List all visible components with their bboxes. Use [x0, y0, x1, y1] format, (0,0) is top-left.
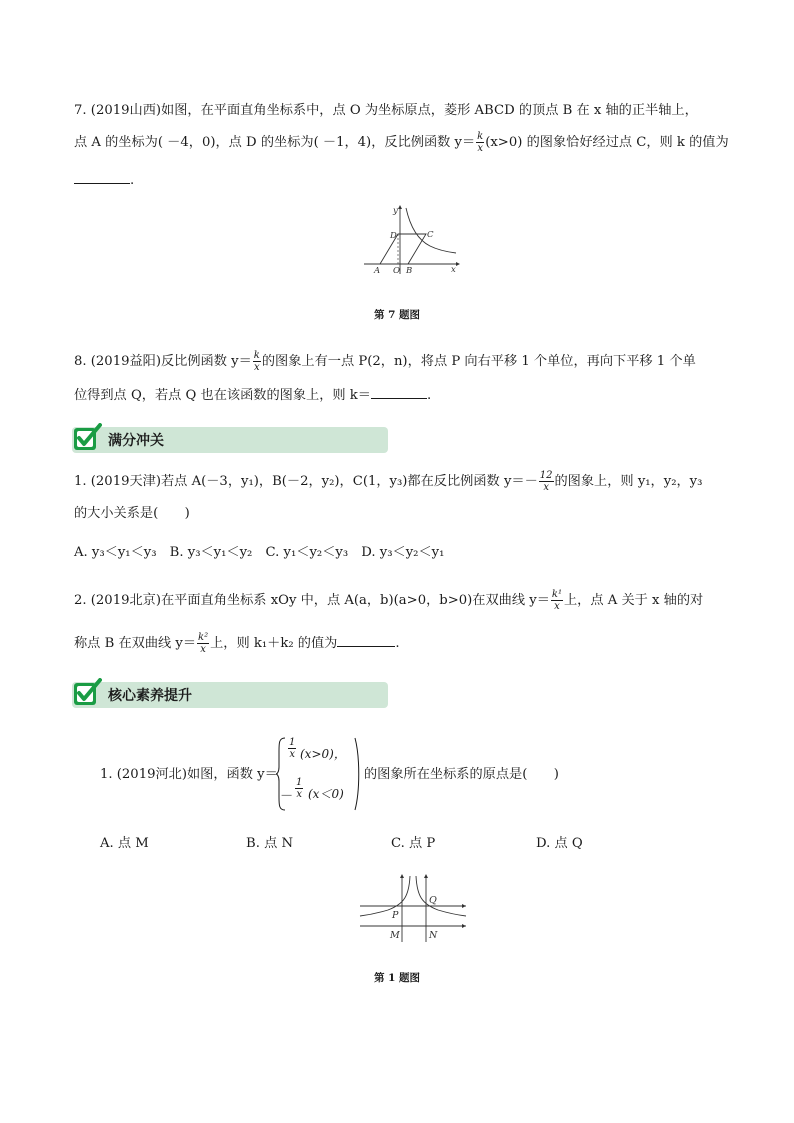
option-c[interactable]: C. 点 P	[391, 836, 436, 851]
s1q2-fraction-2	[197, 632, 209, 655]
s1q2-line1	[74, 589, 703, 612]
arrow-top	[462, 904, 466, 908]
q7-figure	[360, 204, 460, 276]
s2q1-figure	[358, 872, 468, 944]
hyperbola-left-branch	[360, 876, 410, 916]
s1q2-frac1-den: x	[554, 601, 560, 612]
case2-fraction	[295, 777, 303, 800]
label-o: O	[393, 266, 400, 276]
s2q1-text-b: 的图象所在坐标系的原点是( )	[364, 767, 559, 782]
s1q1-text-1a: 1. (2019天津)若点 A(－3，y₁)，B(－2，y₂)，C(1，y₃)都在反比例函数 y＝－	[74, 474, 538, 489]
q7-text-2b: (x>0) 的图象恰好经过点 C，则 k 的值为	[485, 135, 729, 150]
label-a: A	[374, 266, 381, 276]
label-b: B	[406, 266, 413, 276]
case2-prefix: －	[280, 789, 294, 804]
rhombus-abcd	[380, 234, 426, 264]
q7-line2	[74, 131, 729, 154]
checkmark-icon	[72, 678, 102, 708]
q7-text-2a: 点 A 的坐标为( －4，0)，点 D 的坐标为( －1，4)，反比例函数 y＝	[74, 135, 476, 150]
case2-den: x	[296, 789, 302, 800]
s1q2-text-2b: 上，则 k₁＋k₂ 的值为	[210, 636, 338, 651]
section-title: 满分冲关	[108, 433, 164, 449]
label-x: x	[451, 265, 456, 275]
label-m: M	[390, 930, 400, 941]
option-d[interactable]: D. 点 Q	[536, 836, 583, 851]
case1-condition: (x>0)，	[300, 747, 346, 761]
s1q2-text-1a: 2. (2019北京)在平面直角坐标系 xOy 中，点 A(a，b)(a>0，b>0)在双曲线 y＝	[74, 593, 550, 608]
case2-num: 1	[296, 777, 303, 788]
s1q2-text-1b: 上，点 A 关于 x 轴的对	[563, 593, 704, 608]
s1q1-fraction	[539, 470, 554, 493]
case1-fraction	[288, 737, 296, 760]
s1q2-frac1-num: k¹	[551, 589, 562, 600]
s1q2-line2	[74, 632, 400, 655]
q7-frac-den: x	[477, 143, 483, 154]
hyperbola-right-branch	[416, 876, 466, 916]
case1-den: x	[289, 749, 295, 760]
label-c: C	[427, 230, 434, 240]
s1q1-frac-den: x	[543, 482, 549, 493]
s1q1-line2	[74, 505, 190, 523]
q8-line2	[74, 385, 431, 405]
checkmark-icon	[72, 423, 102, 453]
right-paren-icon	[354, 737, 362, 811]
s1q2-frac2-den: x	[200, 644, 206, 655]
case1-num: 1	[289, 737, 296, 748]
q8-frac-num: k	[253, 350, 260, 361]
label-n: N	[429, 930, 438, 941]
arrow-bottom	[462, 924, 466, 928]
q8-text-1b: 的图象上有一点 P(2，n)，将点 P 向右平移 1 个单位，再向下平移 1 个单	[261, 354, 696, 369]
label-y: y	[393, 206, 398, 216]
q7-text-1: (2019山西)如图，在平面直角坐标系中，点 O 为坐标原点，菱形 ABCD 的顶点 B 在 x 轴的正半轴上，	[90, 103, 698, 118]
q8-frac-den: x	[253, 362, 260, 373]
answer-blank[interactable]	[371, 385, 427, 399]
s1q2-frac2-num: k²	[198, 632, 209, 643]
q7-fraction	[476, 131, 484, 154]
q7-line1	[74, 102, 698, 120]
s1q1-options	[74, 544, 444, 562]
q8-text-2b: .	[426, 388, 432, 403]
label-p: P	[392, 910, 399, 921]
s1q2-text-2c: .	[395, 636, 400, 651]
s1q1-text-2: 的大小关系是( )	[74, 506, 190, 521]
s1q1-line1	[74, 470, 702, 493]
case2-condition: (x＜0)	[308, 787, 344, 801]
q8-text-1a: 8. (2019益阳)反比例函数 y＝	[74, 354, 252, 369]
s1q1-frac-num: 12	[539, 470, 553, 481]
q8-text-2a: 位得到点 Q，若点 Q 也在该函数的图象上，则 k＝	[74, 388, 371, 403]
s2q1-stem	[100, 735, 660, 813]
option-a[interactable]: A. 点 M	[100, 836, 149, 851]
section-title: 核心素养提升	[108, 688, 192, 704]
label-d: D	[390, 231, 397, 241]
answer-blank[interactable]	[337, 633, 395, 647]
section-header-full-score	[72, 427, 388, 453]
q8-fraction	[253, 350, 261, 373]
x-axis-arrow	[456, 262, 460, 266]
q8-line1	[74, 350, 696, 373]
q7-period: .	[130, 173, 135, 188]
option-b[interactable]: B. 点 N	[246, 836, 293, 851]
y-axis-arrow	[398, 205, 402, 209]
answer-blank[interactable]	[74, 170, 130, 184]
section-header-core-literacy	[72, 682, 388, 708]
s1q2-text-2a: 称点 B 在双曲线 y＝	[74, 636, 197, 651]
q7-number: 7.	[74, 103, 87, 118]
s1q1-options-text[interactable]: A. y₃＜y₁＜y₃ B. y₃＜y₁＜y₂ C. y₁＜y₂＜y₃ D. y₃＜y₂＜y₁	[74, 545, 445, 560]
q7-line3	[74, 170, 134, 190]
label-q: Q	[429, 895, 437, 906]
s2q1-figure-caption: 第 1 题图	[373, 972, 421, 984]
s2q1-text-a: 1. (2019河北)如图，函数 y＝	[100, 767, 278, 782]
s1q1-text-1b: 的图象上，则 y₁，y₂，y₃	[554, 474, 703, 489]
arrow-left-vertical	[400, 874, 404, 878]
s1q2-fraction-1	[551, 589, 563, 612]
arrow-right-vertical	[424, 874, 428, 878]
q7-frac-num: k	[477, 131, 484, 142]
q7-figure-caption: 第 7 题图	[373, 309, 421, 321]
